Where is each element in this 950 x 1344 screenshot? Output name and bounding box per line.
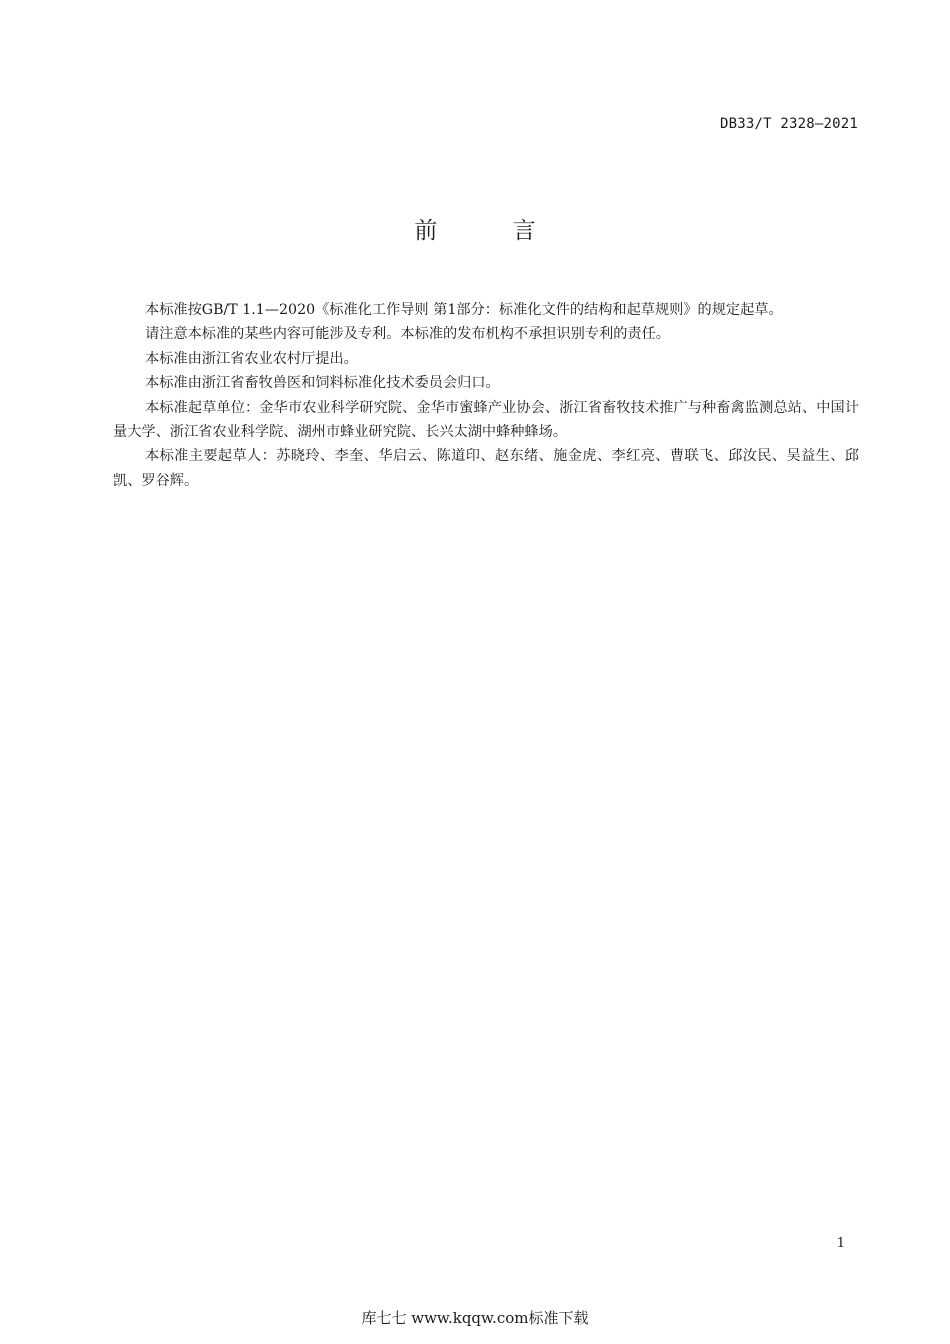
- footer-watermark: 库七七 www.kqqw.com标准下载: [361, 1309, 589, 1327]
- section-title: 前 言: [414, 218, 570, 244]
- paragraph-drafting-rules: 本标准按GB/T 1.1—2020《标准化工作导则 第1部分：标准化文件的结构和起草规则》的规定起草。: [145, 302, 783, 318]
- paragraph-patent-notice: 请注意本标准的某些内容可能涉及专利。本标准的发布机构不承担识别专利的责任。: [145, 326, 670, 343]
- paragraph-drafting-units: 本标准起草单位：金华市农业科学研究院、金华市蜜蜂产业协会、浙江省畜牧技术推广与种畜禽监测总站、中国计量大学、浙江省农业科学院、湖州市蜂业研究院、长兴太湖中蜂种蜂场。: [113, 399, 859, 441]
- foreword-body: [113, 298, 859, 493]
- paragraph-committee: 本标准由浙江省畜牧兽医和饲料标准化技术委员会归口。: [145, 375, 500, 392]
- paragraph-drafters: 本标准主要起草人：苏晓玲、李奎、华启云、陈道印、赵东绪、施金虎、李红亮、曹联飞、邱汝民、吴益生、邱凯、罗谷辉。: [113, 448, 859, 489]
- document-code: DB33/T 2328—2021: [719, 116, 858, 132]
- paragraph-proposer: 本标准由浙江省农业农村厅提出。: [145, 350, 358, 367]
- page-number: 1: [836, 1236, 845, 1251]
